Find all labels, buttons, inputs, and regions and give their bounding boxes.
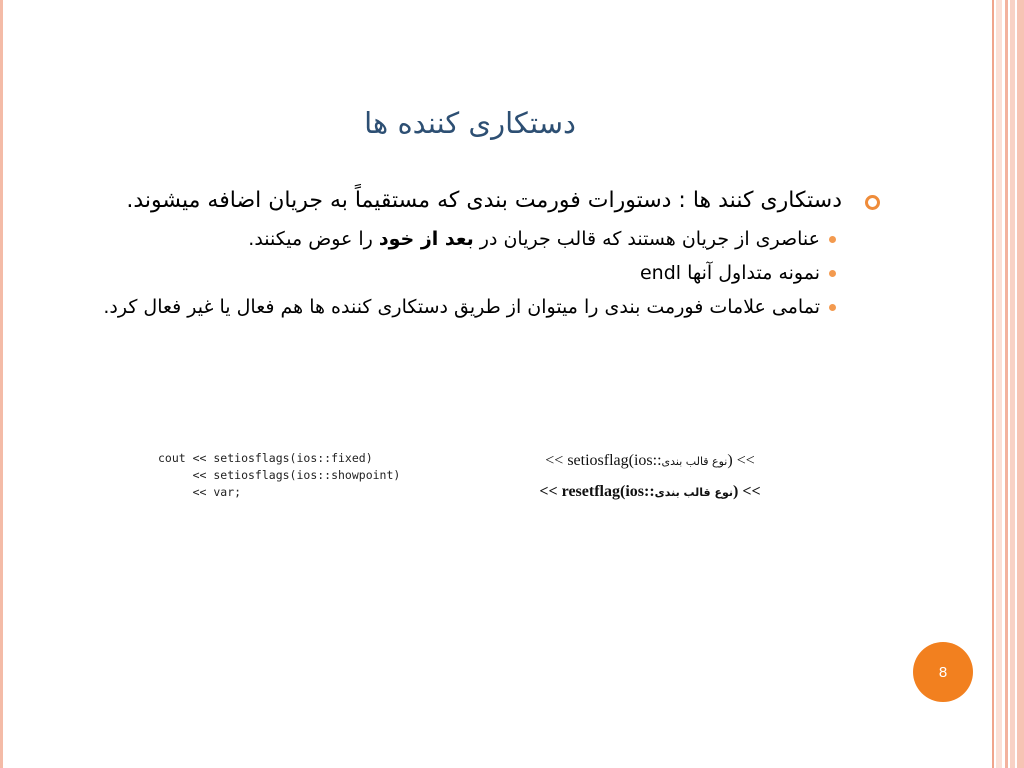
sub-bullet-text-pre: عناصری از جریان هستند که قالب جریان در <box>473 228 820 250</box>
slide-body <box>60 182 880 324</box>
sub-bullet-text-post: را عوض میکنند. <box>248 228 379 250</box>
sub-bullet-item <box>60 290 880 324</box>
sub-bullet-text-bold: بعد از خود <box>378 228 474 250</box>
code-block <box>158 450 400 501</box>
setiosflag-syntax <box>500 452 800 470</box>
stripe <box>992 0 994 768</box>
syntax-right: ) << <box>733 483 761 500</box>
syntax-farsi: نوع قالب بندی <box>654 486 734 499</box>
bullet-item <box>60 182 880 220</box>
syntax-left: << setiosflag(ios:: <box>545 452 662 469</box>
decorative-stripes <box>976 0 1024 768</box>
stripe <box>1017 0 1024 768</box>
code-line: << setiosflags(ios::showpoint) <box>158 468 401 482</box>
code-line: cout << setiosflags(ios::fixed) <box>158 451 373 465</box>
bullet-text: دستکاری کنند ها : دستورات فورمت بندی که مستقیماً به جریان اضافه میشوند. <box>126 188 842 213</box>
sub-bullet-item <box>60 222 880 256</box>
ring-bullet-icon <box>865 195 880 210</box>
stripe <box>1005 0 1008 768</box>
left-border <box>0 0 3 768</box>
syntax-left: << resetflag(ios:: <box>539 483 655 500</box>
slide-title: دستکاری کننده ها <box>364 106 576 140</box>
dot-bullet-icon <box>829 304 836 311</box>
sub-bullet-text: تمامی علامات فورمت بندی را میتوان از طریق دستکاری کننده ها هم فعال یا غیر فعال کرد. <box>103 296 820 318</box>
syntax-right: ) << <box>727 452 755 469</box>
code-line: << var; <box>158 485 242 499</box>
stripe <box>1010 0 1015 768</box>
page-number: 8 <box>938 663 948 681</box>
page-number-badge <box>913 642 973 702</box>
sub-bullet-item <box>60 256 880 290</box>
syntax-farsi: نوع قالب بندی <box>661 455 728 468</box>
dot-bullet-icon <box>829 236 836 243</box>
dot-bullet-icon <box>829 270 836 277</box>
resetflag-syntax <box>500 483 800 501</box>
stripe <box>996 0 1002 768</box>
sub-bullet-text: نمونه متداول آنها endl <box>639 262 820 284</box>
